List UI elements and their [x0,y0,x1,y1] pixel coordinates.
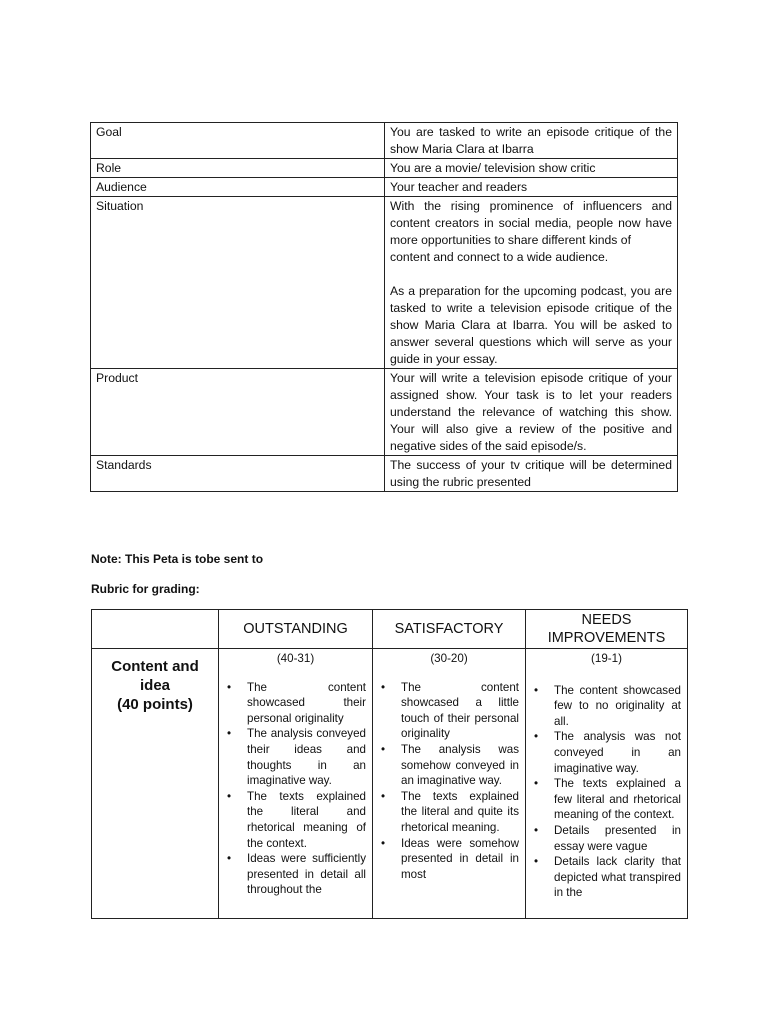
list-item: • Details lack clarity that depicted what transpired in the [554,854,681,901]
table-row [91,197,678,369]
note-text: Note: This Peta is tobe sent to [91,552,264,566]
satisfactory-cell [373,649,526,919]
list-item: • The texts explained the literal and rhetorical meaning of the context. [247,789,366,851]
outstanding-list [225,680,366,898]
list-item: • The analysis was not conveyed in an imaginative way. [554,729,681,776]
list-item: • The texts explained the literal and quite its rhetorical meaning. [401,789,519,836]
rubric-header-row [92,610,688,649]
list-item: • The analysis conveyed their ideas and thoughts in an imaginative way. [247,726,366,788]
list-item: • The content showcased few to no originality at all. [554,683,681,730]
table-row [91,123,678,159]
satisfactory-list [379,680,519,883]
header-needs-improvements: NEEDS IMPROVEMENTS [526,610,688,649]
table-row [91,456,678,492]
list-item: • Ideas were sufficiently presented in detail all throughout the [247,851,366,898]
situation-label: Situation [91,197,385,369]
needs-improvements-list [532,683,681,901]
table-row [91,369,678,456]
outstanding-cell [219,649,373,919]
satisfactory-score: (30-20) [430,652,468,665]
list-item: • The analysis was somehow conveyed in an imaginative way. [401,742,519,789]
product-value: Your will write a television episode critique of your assigned show. Your task is to let your readers understand the relevance of watching this show. Your will also give a review of the positive and negative sides of the said episode/s. [385,369,678,456]
list-item: • Ideas were somehow presented in detail in most [401,836,519,883]
goal-label: Goal [91,123,385,159]
rubric-table [91,609,688,919]
situation-value [385,197,678,369]
situation-paragraph-1b: content and connect to a wide audience. [390,250,609,264]
audience-label: Audience [91,178,385,197]
situation-paragraph-1: With the rising prominence of influencers and content creators in social media, people now have more opportunities to share different kinds of [390,199,672,247]
goal-value: You are tasked to write an episode critique of the show Maria Clara at Ibarra [385,123,678,159]
situation-paragraph-2: As a preparation for the upcoming podcast, you are tasked to write a television episode critique of the show Maria Clara at Ibarra. You will be asked to answer several questions which will serve as your guide in your essay. [390,284,672,366]
standards-value: The success of your tv critique will be determined using the rubric presented [385,456,678,492]
outstanding-score: (40-31) [276,652,315,665]
table-row [91,159,678,178]
header-outstanding: OUTSTANDING [219,610,373,649]
list-item: • The content showcased a little touch of their personal originality [401,680,519,742]
header-satisfactory: SATISFACTORY [373,610,526,649]
role-value: You are a movie/ television show critic [385,159,678,178]
grasps-table [90,122,678,492]
criterion-line-3: (40 points) [117,696,193,713]
role-label: Role [91,159,385,178]
criterion-line-1: Content and [111,658,199,675]
needs-improvements-cell [526,649,688,919]
list-item: • The content showcased their personal originality [247,680,366,727]
standards-label: Standards [91,456,385,492]
table-row [91,178,678,197]
rubric-header-blank [92,610,219,649]
list-item: • The texts explained a few literal and rhetorical meaning of the context. [554,776,681,823]
list-item: • Details presented in essay were vague [554,823,681,854]
rubric-title: Rubric for grading: [91,582,200,596]
product-label: Product [91,369,385,456]
audience-value: Your teacher and readers [385,178,678,197]
needs-improvements-score: (19-1) [591,652,622,665]
rubric-content-row [92,649,688,919]
criterion-cell [92,649,219,919]
criterion-line-2: idea [139,677,170,694]
